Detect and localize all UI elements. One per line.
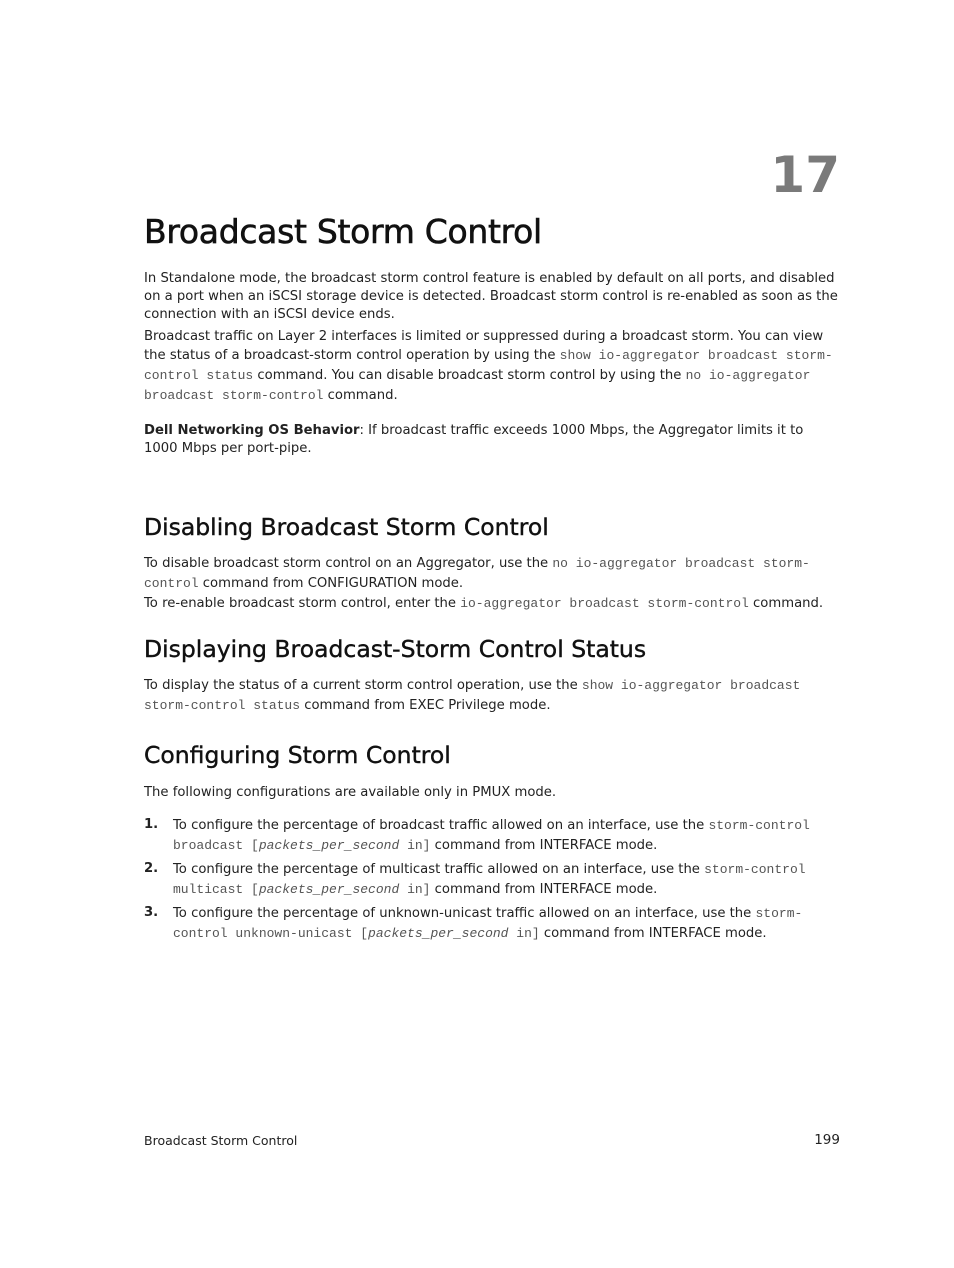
chapter-number: 17: [770, 146, 840, 204]
document-page: [144, 0, 840, 1268]
step-number: 3.: [144, 905, 159, 920]
displaying-text: To display the status of a current storm control operation, use the: [144, 678, 582, 693]
list-item: [144, 904, 840, 944]
step-text: To configure the percentage of multicast traffic allowed on an interface, use the: [173, 862, 705, 877]
page-number: 199: [814, 1132, 840, 1148]
intro-paragraph: In Standalone mode, the broadcast storm control feature is enabled by default on all ports, and disabled on a port when an iSCSI storage device is detected. Broadcast storm control is re-enabled as soon as the connection with an iSCSI device ends.: [144, 271, 838, 322]
step-text: command from INTERFACE mode.: [430, 838, 658, 853]
step-text: command from INTERFACE mode.: [430, 882, 658, 897]
command-text: storm-control unknown-unicast [: [173, 906, 803, 941]
configuring-steps: [144, 816, 840, 944]
command-parameter: packets_per_second: [368, 926, 509, 941]
configuring-intro: The following configurations are available only in PMUX mode.: [144, 785, 557, 800]
command-parameter: packets_per_second: [258, 882, 400, 897]
footer-section-title: Broadcast Storm Control: [144, 1133, 298, 1148]
intro-paragraph-commands: [144, 328, 840, 406]
behavior-note: [144, 422, 840, 458]
command-text: storm-control broadcast [: [173, 818, 810, 853]
inline-command: no io-aggregator broadcast storm-control: [144, 556, 810, 591]
command-parameter: packets_per_second: [258, 838, 400, 853]
chapter-title: Broadcast Storm Control: [144, 212, 542, 251]
disabling-text: To disable broadcast storm control on an Aggregator, use the: [144, 556, 553, 571]
disabling-text: command.: [748, 596, 824, 611]
command-text: storm-control multicast [: [173, 862, 806, 897]
intro-text: command.: [323, 388, 398, 403]
step-text: To configure the percentage of broadcast traffic allowed on an interface, use the: [173, 818, 709, 833]
step-text: command from INTERFACE mode.: [539, 926, 767, 941]
step-number: 2.: [144, 861, 159, 876]
intro-text: command. You can disable broadcast storm control by using the: [253, 368, 686, 383]
disabling-paragraph: [144, 554, 840, 614]
behavior-text: : If broadcast traffic exceeds 1000 Mbps, the Aggregator limits it to 1000 Mbps per port-pipe.: [144, 423, 804, 456]
section-heading-displaying: Displaying Broadcast-Storm Control Status: [144, 635, 647, 663]
step-number: 1.: [144, 817, 159, 832]
section-heading-disabling: Disabling Broadcast Storm Control: [144, 513, 549, 541]
inline-command: io-aggregator broadcast storm-control: [460, 596, 749, 611]
displaying-text: command from EXEC Privilege mode.: [300, 698, 551, 713]
command-text: in]: [508, 926, 540, 941]
list-item: [144, 860, 840, 900]
command-text: in]: [399, 882, 431, 897]
intro-text: Broadcast traffic on Layer 2 interfaces is limited or suppressed during a broadcast storm. You can view the status of a broadcast-storm control operation by using the: [144, 329, 824, 363]
list-item: [144, 816, 840, 856]
disabling-text: command from CONFIGURATION mode.: [198, 576, 464, 591]
inline-command: no io-aggregator broadcast storm-control: [144, 368, 811, 403]
section-heading-configuring: Configuring Storm Control: [144, 741, 451, 769]
command-text: in]: [399, 838, 431, 853]
inline-command: show io-aggregator broadcast storm-control status: [144, 348, 833, 383]
disabling-text: To re-enable broadcast storm control, enter the: [144, 596, 461, 611]
step-text: To configure the percentage of unknown-unicast traffic allowed on an interface, use the: [173, 906, 756, 921]
page-content: [144, 270, 840, 948]
inline-command: show io-aggregator broadcast storm-control status: [144, 678, 801, 713]
displaying-paragraph: [144, 676, 840, 716]
behavior-label: Dell Networking OS Behavior: [144, 423, 360, 438]
